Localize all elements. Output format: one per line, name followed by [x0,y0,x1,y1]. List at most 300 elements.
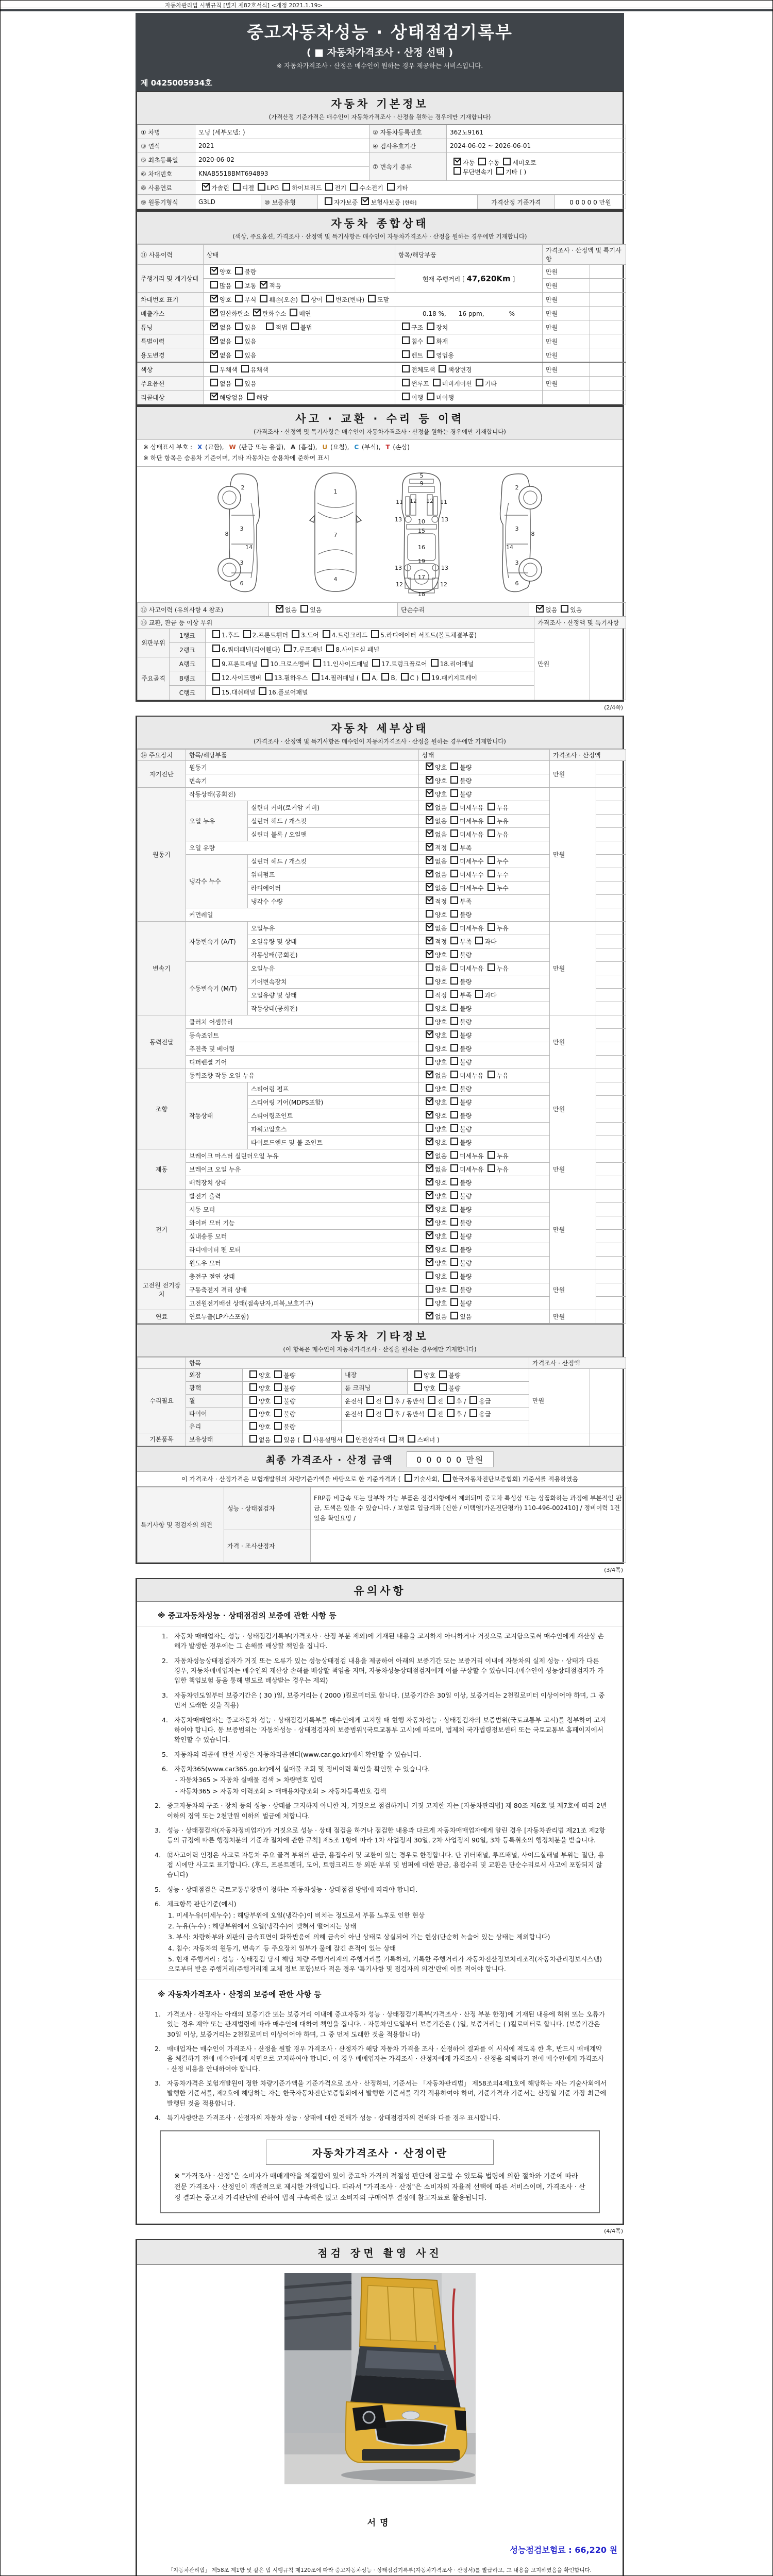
base-price-label: 가격산정 기준가격 [478,195,555,209]
checkbox-checked [426,870,433,877]
basic-info-title: 자동차 기본정보 [331,98,429,110]
check-label: 적음 [269,282,281,290]
item-label: 원동기 [186,760,419,774]
checkbox [292,630,299,638]
detail-col-state: 상태 [419,749,550,760]
note-cell [596,1162,626,1176]
checkbox [561,605,568,613]
state-checks [419,908,550,921]
checkbox [450,1272,458,1279]
state-checks [419,787,550,801]
rank-items [206,671,534,686]
device-price: 만원 [550,787,596,921]
car-diagram-top [305,471,366,594]
legend-prefix: ※ 상태표시 부호 : [143,444,193,451]
checkbox [210,281,218,289]
checkbox [450,1164,458,1172]
item-label: 브레이크 오일 누유 [186,1162,419,1176]
notice-item [162,1656,607,1686]
diagram-num: 14 [245,544,253,551]
checkbox-checked [210,323,218,330]
transmission-type-checks [447,153,626,181]
inspection-period-label: ④ 검사유효기간 [369,139,447,153]
checkbox [439,365,446,372]
checkbox-checked [426,1178,433,1185]
state-checks [419,1269,550,1283]
item-label: 오일누유 [248,961,419,975]
state-checks [419,1216,550,1229]
check-label: 없음 [220,380,232,387]
warranty-insurer: [한화] [402,200,417,206]
reg-no-label: ② 자동차등록번호 [369,125,447,139]
price-cell: 만원 [543,265,590,279]
checkbox [385,1396,393,1404]
final-price-value: 0 0 0 0 0 만원 [407,1451,494,1467]
usage-history-label: 차대번호 표기 [138,293,204,307]
check-label: 19.패키지트레이 [431,674,478,682]
checkbox [447,1409,455,1417]
check-label: 한국자동차진단보증협회 [452,1475,518,1483]
checkbox-checked [426,1218,433,1226]
checkbox [450,963,458,971]
item-label: 실린더 블록 / 오일팬 [248,827,419,841]
checkbox [488,883,495,891]
check-label: 불량 [283,1371,296,1379]
note-cell [596,1028,626,1042]
diagram-num: 13 [441,565,448,571]
checkbox [326,295,334,302]
notice-item [162,1750,607,1759]
text: / [462,1397,466,1405]
price-cell: 만원 [543,348,590,363]
checkbox-checked [426,896,433,904]
etc-item-label: 외장 [186,1368,243,1381]
accident-history-checks [269,603,398,617]
checkbox [212,645,220,652]
state-checks [419,1109,550,1122]
checkbox [385,1409,393,1417]
legend-desc: (부식), [360,444,381,451]
overall-subtitle: (색상, 주요옵션, 가격조사 · 산정액 및 특기사항은 매수인이 자동차가격조사 · 산정을 원하는 경우에만 기재합니다) [232,233,527,240]
check-label: 1.후드 [222,632,240,639]
item-label: 시동 모터 [186,1202,419,1216]
checkbox [450,829,458,837]
mileage-suffix: ] [510,275,515,283]
checkbox [450,896,458,904]
check-label: 안전삼각대 [355,1436,385,1444]
checkbox [291,323,299,330]
legend-code: X [197,444,203,451]
item-label: 브레이크 마스터 실린더오일 누유 [186,1149,419,1162]
checkbox [488,1071,495,1078]
check-label: 매연 [299,310,311,317]
notice-item-text: ⑫사고이력 인정은 사고로 자동차 주요 골격 부위의 판금, 용접수리 및 교환이 있는 경우로 한정합니다. 단 쿼터패널, 루프패널, 사이드실패널 부위는 절단, 용접 시에만 사고로 표기합니다. (후드, 프론트펜더, 도어, 트렁크리드 등 외판 부위 및 범퍼에 대한 판금, 용접수리 및 교환은 단순수리로서 사고에 포함되지 않습니다) [167,1851,604,1879]
check-label: 양호 [435,1139,447,1147]
checkbox [450,789,458,797]
check-label: 양호 [435,1260,447,1267]
checkbox [274,1383,282,1391]
engine-type-value: G3LD [195,195,261,209]
inspector-label: 성능 · 상태점검자 [224,1487,311,1530]
device-price: 만원 [550,1310,596,1323]
usage-history-label: 특별이력 [138,334,204,348]
check-label: 색상변경 [448,366,472,374]
item-label: 기어변속장치 [248,975,419,988]
checkbox [368,295,376,302]
vin-label: ⑥ 차대번호 [138,167,195,181]
check-label: 8.사이드실 패널 [335,646,380,653]
pricing-info-body: ※ "가격조사 · 산정"은 소비자가 매매계약을 체결함에 있어 중고차 가격의 적절성 판단에 참고할 수 있도록 법령에 의한 절차와 기준에 따라 전문 가격조사 · 산정인이 객관적으로 제시한 가액입니다. 따라서 "가격조사 · 산정"은 소비자의 자율적 선택에 따른 서비스이며, 가격조사 · 산정 결과는 중고차 가격판단에 관하여 법적 구속력은 없고 소비자의 구매여부 결정에 참고자료로 활용됩니다. [174,2172,585,2202]
checkbox [325,183,333,191]
check-label: 잭 [398,1436,405,1444]
warranty-type-checks [318,195,478,209]
checkbox [450,1298,458,1306]
check-label: 부족 [460,938,472,946]
note-cell [596,1256,626,1269]
checkbox [450,1312,458,1319]
checkbox [450,1245,458,1252]
state-checks [419,854,550,868]
check-label: 양호 [424,1371,436,1379]
legend-code: A [290,444,296,451]
state-checks [204,265,395,279]
checkbox [346,1435,354,1443]
checkbox-checked [202,183,210,191]
checkbox-checked [426,1097,433,1105]
checkbox [488,803,495,810]
check-label: 양호 [435,1219,447,1227]
legend-code: U [322,444,328,451]
check-label: 불량 [460,1112,472,1120]
state-checks [419,881,550,894]
diagram-num: 2 [241,484,245,491]
check-label: 없음 [435,804,447,812]
note-cell [596,1269,626,1283]
checkbox [450,1097,458,1105]
checkbox [282,183,290,191]
text: / 동반석 [400,1397,425,1405]
checkbox [426,1004,433,1011]
note-cell [596,827,626,841]
notice-heading-1: ※ 중고자동차성능 · 상태점검의 보증에 관한 사항 등 [137,1602,623,1626]
check-label: 3.도어 [301,632,319,639]
check-label: 불량 [460,978,472,986]
detail-col-device: ⑭ 주요장치 [138,749,186,760]
check-label: 전 [375,1410,382,1418]
check-label: 영업용 [436,352,454,359]
diagram-num: 8 [225,531,229,537]
overall-col-state: 상태 [204,245,395,265]
check-label: 양호 [435,1300,447,1308]
first-registration-value: 2020-06-02 [195,153,369,167]
rank-label: 2랭크 [170,642,206,657]
checkbox [475,990,483,998]
checkbox [235,267,243,275]
check-label: 양호 [435,952,447,959]
legend-code: T [385,444,390,451]
check-label: 불량 [448,1371,461,1379]
diagram-num: 13 [395,565,402,571]
accident-title: 사고 · 교환 · 수리 등 이력 [295,413,464,425]
checkbox [450,923,458,931]
diagram-num: 4 [333,576,338,583]
item-label: 실린더 헤드 / 개스킷 [248,814,419,827]
checkbox [402,393,410,400]
item-checks [395,320,543,334]
check-label: 적정 [435,898,447,906]
device-price: 만원 [550,1069,596,1149]
checkbox [274,1396,282,1404]
check-label: 16.플로어패널 [268,689,308,697]
note-cell [596,1015,626,1028]
check-label: 없음 [220,352,232,359]
state-checks [419,1028,550,1042]
note-cell [590,334,626,348]
checkbox [402,365,410,372]
state-checks [419,1283,550,1296]
model-year-label: ③ 연식 [138,139,195,153]
report-subtitle: ( ■ 자동차가격조사 · 산정 선택 ) [306,47,453,58]
item-checks [395,391,543,404]
checkbox-checked [426,1245,433,1252]
checkbox [450,937,458,944]
note-cell [596,1229,626,1243]
check-label: 유채색 [250,366,268,374]
state-checks [419,1055,550,1069]
checkbox [450,1205,458,1212]
checkbox [258,183,265,191]
remarks-label: 특기사항 및 점검자의 의견 [138,1487,224,1562]
check-label: 불량 [283,1410,296,1418]
checkbox [350,183,358,191]
checkbox [426,1285,433,1293]
check-label: 없음 [545,606,558,614]
state-checks [419,1002,550,1015]
check-label: 불량 [460,1179,472,1187]
usage-history-label: 색상 [138,362,204,377]
check-label: 보험사보증 [371,199,401,206]
checkbox-checked [426,1138,433,1145]
check-label: 11.인사이드패널 [323,660,369,668]
notice-sub-item: - 자동차365 > 자동차 이력조회 > 매매용차량조회 > 자동차등록번호 검색 [175,1787,386,1795]
checkbox [422,673,430,681]
note-cell [596,908,626,921]
check-label: 불량 [460,1005,472,1013]
item-label: 라디에이터 [248,881,419,894]
item-label: 오일유량 및 상태 [248,988,419,1002]
check-label: 불량 [460,1126,472,1133]
device-group-label: 원동기 [138,787,186,921]
note-cell [596,1122,626,1136]
checkbox [405,1474,412,1482]
checkbox [284,645,292,652]
check-label: 4.트렁크리드 [331,632,368,639]
check-label: 무채색 [220,366,238,374]
check-label: 양호 [435,1032,447,1040]
checkbox [428,1409,435,1417]
checkbox [212,687,220,695]
checkbox [476,379,483,386]
diagram-num: 13 [395,516,402,523]
check-label: 전 [375,1397,382,1405]
check-label: 미세누유 [460,1153,484,1160]
item-label: 오일 유량 [186,841,419,854]
etc-table [137,1357,626,1446]
note-cell [596,814,626,827]
checkbox [450,1258,458,1266]
etc-item-label: 광택 [186,1381,243,1394]
check-label: 미세누유 [460,1072,484,1080]
repair-needed-label: 수리필요 [138,1368,186,1433]
item-label: 커먼레일 [186,908,419,921]
checkbox [469,1409,477,1417]
sub-group-label: 냉각수 누수 [186,854,248,908]
check-label: 불량 [460,1139,472,1147]
checkbox [402,323,410,330]
etc-item-checks [243,1420,342,1433]
checkbox-checked [260,281,267,289]
text: ( [295,1436,300,1444]
price-cell: 만원 [543,307,590,320]
rank-label: B랭크 [170,671,206,686]
check-label: 하이브리드 [292,184,322,192]
state-checks [419,988,550,1002]
checkbox [496,167,504,175]
legend-desc: (요철), [328,444,349,451]
state-checks [204,348,395,363]
basic-info-table [137,125,626,195]
checkbox [426,1124,433,1132]
notice-item-number: 4. [155,1851,161,1859]
check-label: 적법 [275,324,288,331]
inspector-comments: FRP등 비금속 또는 탈부착 가능 부품은 점검사항에서 제외되며 중고차 특성상 또는 상품화하는 과정에 부분적인 판금, 도색은 있을 수 있습니다. / 보험료 입금계좌 [신한 / 이택영(가온진단평가) 110-496-002410] / 정비이력 1건 있음 확인요망 / [311,1487,626,1530]
check-label: 10.크로스멤버 [270,660,310,668]
checkbox-checked [210,336,218,344]
notice-item-text: 자동차인도일부터 보증기간은 ( 30 )일, 보증거리는 ( 2000 )킬로미터로 합니다. (보증기간은 30일 이상, 보증거리는 2천킬로미터 이상이어야 하며, 그 중 먼저 도래한 것을 적용) [174,1691,605,1709]
notice-item-text: 중고자동차의 구조 · 장치 등의 성능 · 상태를 고지하지 아니한 자, 거짓으로 점검하거나 거짓 고지한 자는 [자동차관리법] 제 80조 제6호 및 제7호에 따라 2년 이하의 징역 또는 2천만원 이하의 벌금에 처합니다. [167,1802,607,1820]
car-name-value: 모닝 (세부모델: ) [195,125,369,139]
note-cell [596,894,626,908]
check-label: 양호 [435,1019,447,1026]
checkbox [408,1435,415,1443]
basic-info-header [137,92,623,125]
checkbox [212,659,220,667]
pricing-info-title: 자동차가격조사 · 산정이란 [266,2140,494,2165]
transmission-checks-row1 [450,158,623,167]
checkbox-checked [276,605,283,613]
check-label: 양호 [435,1086,447,1093]
checkbox [402,350,410,358]
checkbox [235,323,243,330]
checkbox [450,1191,458,1199]
item-label: 변속기 [186,774,419,787]
check-label: 적정 [435,938,447,946]
checkbox [249,1435,257,1443]
check-label: 불량 [460,1019,472,1026]
checkbox [450,1071,458,1078]
check-label: 양호 [259,1384,271,1392]
price-cell: 만원 [543,320,590,334]
checkbox [235,281,243,289]
diagram-num: 9 [419,480,424,487]
etc-item-checks [243,1407,342,1420]
price-cell [543,391,590,404]
notice-list-2 [137,1801,623,1974]
note-cell [596,1310,626,1323]
checkbox [450,762,458,770]
check-label: 자동 [463,159,475,166]
overall-col-price: 가격조사 · 산정액 및 특기사항 [543,245,626,265]
exchange-panel-table [137,617,626,700]
note-cell [590,362,626,377]
note-cell [596,1176,626,1189]
checkbox [235,295,243,302]
notice-item [155,2009,607,2039]
title-band [136,13,624,75]
check-label: 5.라디에이터 서포트(볼트체결부품) [380,632,477,639]
note-cell [596,1283,626,1296]
check-label: 없음 [435,871,447,879]
check-label: 불량 [460,1300,472,1308]
check-label: 없음 [435,858,447,866]
note-cell [596,801,626,814]
checkbox [488,829,495,837]
note-cell [590,320,626,334]
notice-item-number: 1. [155,2010,161,2018]
usage-history-label: 주요옵션 [138,377,204,391]
item-label: 실린더 헤드 / 개스킷 [248,854,419,868]
checkbox [426,1084,433,1092]
overall-table [137,244,626,404]
transmission-type-label: ⑦ 변속기 종류 [369,153,447,181]
check-label: 수소전기 [359,184,383,192]
checkbox-checked [426,789,433,797]
check-label: 부식 [244,296,257,303]
checkbox [212,630,220,638]
check-label: 13.휠하우스 [274,674,308,682]
exchange-label: ⑬ 교환, 판금 등 이상 부위 [138,617,534,629]
etc-item-detail [342,1407,529,1420]
checkbox-checked [426,1151,433,1159]
note-cell [590,279,626,293]
overall-condition-section [136,211,624,406]
state-checks [419,935,550,948]
checkbox [304,1435,311,1443]
check-label: 불량 [448,1384,461,1392]
checkbox [259,687,266,695]
final-price-note [137,1472,623,1487]
notice-item-number: 2. [155,1802,161,1810]
checkbox [426,977,433,985]
check-label: 미세누유 [460,1166,484,1174]
state-checks [419,1310,550,1323]
device-group-label: 변속기 [138,921,186,1015]
signature-label: 서명 [367,2517,393,2528]
check-label: 불량 [460,1233,472,1241]
note-cell [596,1055,626,1069]
check-label: 없음 [435,1153,447,1160]
check-label: 일산화탄소 [220,310,249,317]
checkbox [428,1396,435,1404]
notice-item-text: 자동차성능상태점검자가 거짓 또는 오류가 있는 성능상태점검 내용을 제공하여 아래의 보증기간 또는 보증거리 이내에 자동차의 실제 성능 · 상태가 다른 경우, 자동차매매업자는 매수인의 재산상 손해를 배상할 책임을 지며, 자동차성능상태점검자에게 이를 구상할 수 있습니다.(매수인이 성능상태점검자가 가입한 책임보험 등을 통해 별도로 배상받는 경우는 제외) [174,1656,604,1685]
check-label: 양호 [435,764,447,772]
checkbox [249,1409,257,1417]
base-price-value: 0 0 0 0 0 만원 [555,195,626,209]
notice-item-text: 자동차매매업자는 중고자동차 성능 · 상태점검기록부를 매수인에게 고지할 때 현행 자동차성능 · 상태점검자의 보증범위(국토교통부 고시)를 첨부하여 고지하여야 합니다. 동 보증범위는 '자동차성능 · 상태점검자의 보증범위'(국토교통부 고시)에 따르며, 법제처 국가법령정보센터 또는 국토교통부 홈페이지에서 확인할 수 있습니다. [174,1716,607,1744]
item-label: 동력조향 작동 오일 누유 [186,1069,419,1082]
checkbox [366,1409,374,1417]
check-label: 썬루프 [411,380,429,387]
